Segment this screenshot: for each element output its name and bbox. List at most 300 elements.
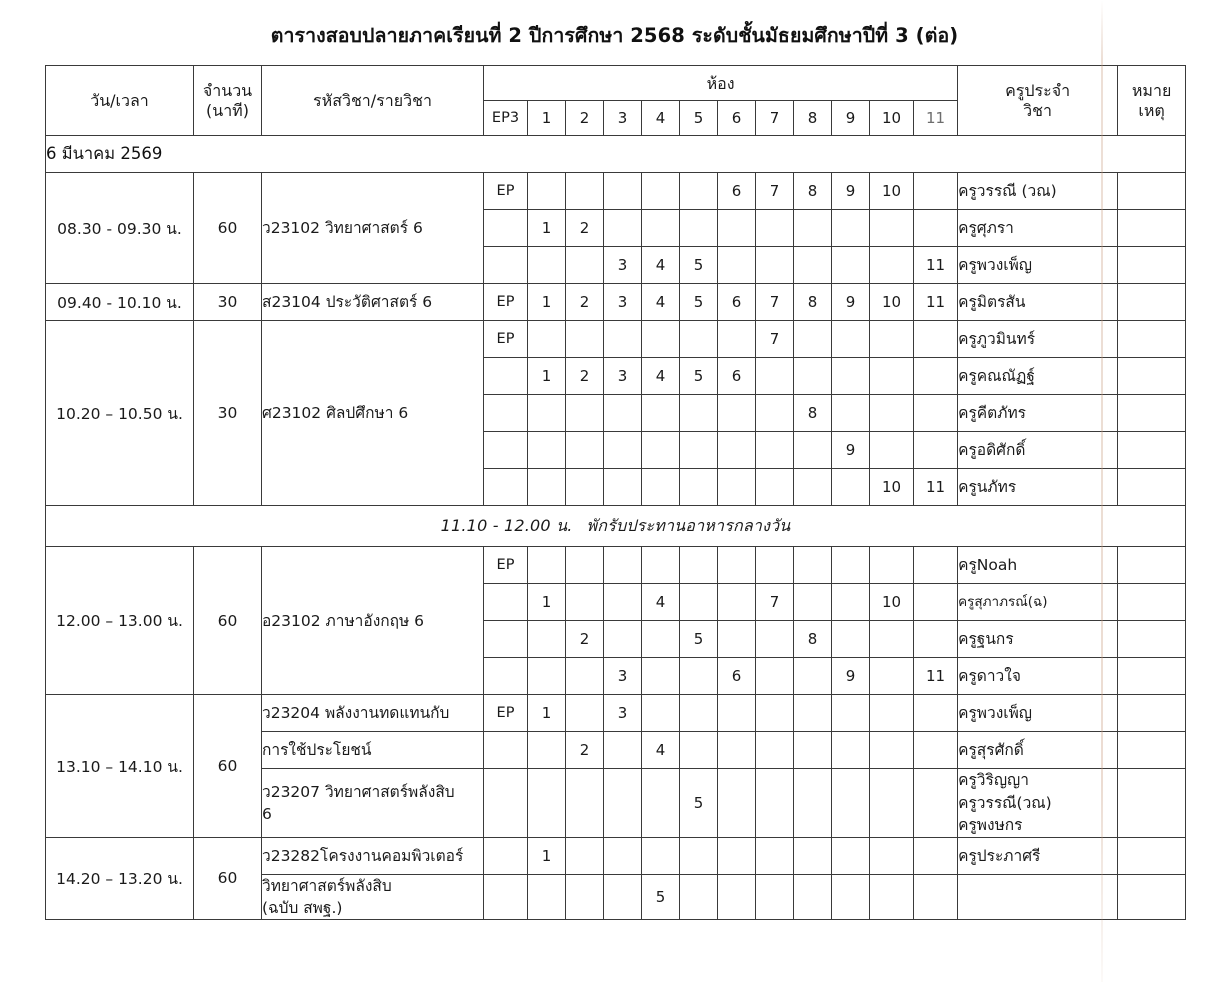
cell-minutes: 60: [194, 837, 262, 919]
cell-room-4: [642, 837, 680, 874]
cell-teacher: ครูพวงเพ็ญ: [958, 247, 1118, 284]
cell-note: [1118, 547, 1186, 584]
cell-minutes: 60: [194, 173, 262, 284]
cell-room-9: [832, 621, 870, 658]
cell-time: 13.10 – 14.10 น.: [46, 695, 194, 837]
cell-room-4: [642, 769, 680, 837]
cell-room-ep3: EP: [484, 321, 528, 358]
cell-room-5: [680, 395, 718, 432]
cell-room-2: [566, 837, 604, 874]
cell-room-6: [718, 769, 756, 837]
cell-room-8: [794, 658, 832, 695]
cell-room-10: [870, 732, 914, 769]
cell-room-2: [566, 584, 604, 621]
header-rooms-group: ห้อง: [484, 66, 958, 101]
cell-room-5: 5: [680, 358, 718, 395]
cell-note: [1118, 173, 1186, 210]
cell-note: [1118, 584, 1186, 621]
cell-room-10: [870, 432, 914, 469]
cell-room-10: [870, 874, 914, 919]
cell-room-6: [718, 621, 756, 658]
cell-room-5: [680, 432, 718, 469]
cell-subject: ศ23102 ศิลปศึกษา 6: [262, 321, 484, 506]
cell-room-11: [914, 732, 958, 769]
cell-room-ep3: [484, 769, 528, 837]
cell-room-5: [680, 173, 718, 210]
cell-note: [1118, 321, 1186, 358]
cell-room-9: [832, 547, 870, 584]
cell-room-10: 10: [870, 469, 914, 506]
cell-room-1: [528, 769, 566, 837]
cell-teacher: ครูสุภาภรณ์(ฉ): [958, 584, 1118, 621]
cell-room-6: [718, 547, 756, 584]
cell-room-6: [718, 874, 756, 919]
cell-room-10: [870, 769, 914, 837]
cell-room-9: 9: [832, 658, 870, 695]
cell-room-5: [680, 732, 718, 769]
cell-room-ep3: [484, 658, 528, 695]
cell-room-7: [756, 547, 794, 584]
cell-room-9: [832, 321, 870, 358]
cell-room-1: 1: [528, 358, 566, 395]
cell-room-11: [914, 395, 958, 432]
cell-room-4: [642, 658, 680, 695]
cell-room-2: [566, 469, 604, 506]
cell-room-4: [642, 432, 680, 469]
cell-teacher: ครูภูวมินทร์: [958, 321, 1118, 358]
table-body: [46, 136, 1186, 919]
cell-room-3: [604, 432, 642, 469]
cell-room-8: 8: [794, 173, 832, 210]
cell-room-6: 6: [718, 658, 756, 695]
cell-room-10: [870, 321, 914, 358]
cell-room-ep3: EP: [484, 173, 528, 210]
cell-room-11: [914, 874, 958, 919]
cell-room-11: [914, 321, 958, 358]
cell-teacher: ครูวิริญญา ครูวรรณี(วณ) ครูพงษกร: [958, 769, 1118, 837]
cell-room-4: [642, 469, 680, 506]
cell-room-10: 10: [870, 173, 914, 210]
cell-teacher: ครูนภัทร: [958, 469, 1118, 506]
cell-subject: อ23102 ภาษาอังกฤษ 6: [262, 547, 484, 695]
cell-room-3: [604, 321, 642, 358]
cell-room-5: [680, 547, 718, 584]
cell-room-3: [604, 547, 642, 584]
schedule-table-wrapper: [45, 65, 1185, 919]
cell-room-1: 1: [528, 584, 566, 621]
cell-room-2: [566, 395, 604, 432]
cell-room-9: [832, 732, 870, 769]
cell-room-4: [642, 395, 680, 432]
cell-room-1: [528, 658, 566, 695]
cell-room-7: [756, 621, 794, 658]
cell-room-8: 8: [794, 621, 832, 658]
cell-room-9: [832, 395, 870, 432]
cell-room-3: [604, 874, 642, 919]
cell-room-2: [566, 874, 604, 919]
lunch-break-time: 11.10 - 12.00 น.: [440, 515, 573, 535]
cell-room-11: [914, 584, 958, 621]
cell-teacher: ครูพวงเพ็ญ: [958, 695, 1118, 732]
cell-room-6: [718, 732, 756, 769]
cell-room-6: 6: [718, 358, 756, 395]
header-room-1: 1: [528, 101, 566, 136]
cell-room-8: [794, 321, 832, 358]
cell-room-ep3: EP: [484, 695, 528, 732]
cell-room-5: [680, 837, 718, 874]
cell-room-2: 2: [566, 732, 604, 769]
cell-room-1: [528, 395, 566, 432]
cell-room-3: 3: [604, 658, 642, 695]
cell-room-9: [832, 769, 870, 837]
cell-room-10: [870, 210, 914, 247]
cell-room-1: [528, 321, 566, 358]
cell-room-6: [718, 395, 756, 432]
header-room-10: 10: [870, 101, 914, 136]
table-row: [46, 695, 1186, 732]
cell-room-11: [914, 837, 958, 874]
cell-note: [1118, 658, 1186, 695]
cell-note: [1118, 837, 1186, 874]
header-teacher: [958, 66, 1118, 136]
cell-room-3: [604, 584, 642, 621]
cell-room-8: 8: [794, 284, 832, 321]
cell-room-6: [718, 695, 756, 732]
cell-teacher: ครูมิตรสัน: [958, 284, 1118, 321]
cell-room-4: [642, 695, 680, 732]
header-teacher-line1: ครูประจำ: [1005, 81, 1071, 101]
cell-room-5: [680, 469, 718, 506]
header-room-9: 9: [832, 101, 870, 136]
cell-room-2: [566, 695, 604, 732]
header-time: วัน/เวลา: [46, 66, 194, 136]
cell-room-10: [870, 695, 914, 732]
cell-room-ep3: [484, 247, 528, 284]
cell-teacher: ครูคณณัฏฐ์: [958, 358, 1118, 395]
cell-room-8: [794, 210, 832, 247]
header-room-7: 7: [756, 101, 794, 136]
cell-room-8: [794, 769, 832, 837]
cell-room-11: [914, 210, 958, 247]
header-minutes: [194, 66, 262, 136]
cell-room-7: [756, 247, 794, 284]
cell-room-4: [642, 210, 680, 247]
cell-subject: ว23102 วิทยาศาสตร์ 6: [262, 173, 484, 284]
cell-room-7: [756, 395, 794, 432]
cell-room-10: [870, 658, 914, 695]
cell-room-11: 11: [914, 247, 958, 284]
table-row: [46, 837, 1186, 874]
cell-minutes: 30: [194, 321, 262, 506]
cell-room-4: 4: [642, 284, 680, 321]
cell-room-4: 4: [642, 247, 680, 284]
cell-room-11: [914, 621, 958, 658]
cell-room-7: [756, 469, 794, 506]
cell-room-10: [870, 358, 914, 395]
cell-room-1: 1: [528, 837, 566, 874]
cell-room-8: [794, 695, 832, 732]
cell-room-1: [528, 547, 566, 584]
cell-subject: ว23282โครงงานคอมพิวเตอร์: [262, 837, 484, 874]
cell-room-9: 9: [832, 284, 870, 321]
cell-room-11: [914, 547, 958, 584]
cell-room-2: 2: [566, 210, 604, 247]
cell-room-10: [870, 621, 914, 658]
cell-room-6: [718, 210, 756, 247]
cell-room-7: [756, 732, 794, 769]
header-note: [1118, 66, 1186, 136]
header-room-2: 2: [566, 101, 604, 136]
cell-room-9: [832, 874, 870, 919]
cell-room-3: 3: [604, 247, 642, 284]
cell-teacher: ครูดาวใจ: [958, 658, 1118, 695]
header-note-line1: หมาย: [1131, 81, 1172, 101]
cell-room-8: [794, 358, 832, 395]
cell-note: [1118, 469, 1186, 506]
cell-room-8: [794, 547, 832, 584]
cell-room-8: [794, 732, 832, 769]
cell-note: [1118, 284, 1186, 321]
cell-room-6: [718, 837, 756, 874]
cell-room-7: [756, 874, 794, 919]
cell-room-5: [680, 658, 718, 695]
lunch-break-label: [46, 506, 1186, 547]
cell-room-4: 4: [642, 584, 680, 621]
cell-room-4: 4: [642, 358, 680, 395]
cell-room-8: [794, 432, 832, 469]
cell-time: 09.40 - 10.10 น.: [46, 284, 194, 321]
cell-note: [1118, 732, 1186, 769]
cell-note: [1118, 432, 1186, 469]
date-band-label: 6 มีนาคม 2569: [46, 136, 1186, 173]
header-room-3: 3: [604, 101, 642, 136]
cell-time: 14.20 – 13.20 น.: [46, 837, 194, 919]
header-minutes-line1: จำนวน: [202, 81, 253, 101]
cell-room-5: 5: [680, 769, 718, 837]
cell-room-9: [832, 695, 870, 732]
cell-room-3: [604, 769, 642, 837]
cell-room-6: [718, 247, 756, 284]
cell-room-7: 7: [756, 584, 794, 621]
cell-room-10: [870, 837, 914, 874]
cell-room-3: [604, 210, 642, 247]
cell-room-11: [914, 769, 958, 837]
cell-teacher: ครูวรรณี (วณ): [958, 173, 1118, 210]
cell-room-1: [528, 173, 566, 210]
cell-room-2: [566, 173, 604, 210]
cell-room-8: [794, 584, 832, 621]
cell-room-7: [756, 695, 794, 732]
cell-room-3: 3: [604, 284, 642, 321]
cell-room-1: 1: [528, 210, 566, 247]
cell-room-2: 2: [566, 284, 604, 321]
cell-room-2: 2: [566, 621, 604, 658]
cell-room-11: [914, 432, 958, 469]
cell-room-4: 5: [642, 874, 680, 919]
page-title: ตารางสอบปลายภาคเรียนที่ 2 ปีการศึกษา 2568 ระดับชั้นมัธยมศึกษาปีที่ 3 (ต่อ): [270, 24, 959, 47]
cell-note: [1118, 769, 1186, 837]
cell-room-11: [914, 173, 958, 210]
cell-room-6: 6: [718, 173, 756, 210]
cell-room-5: [680, 210, 718, 247]
cell-room-ep3: [484, 874, 528, 919]
cell-time: 08.30 - 09.30 น.: [46, 173, 194, 284]
cell-subject: วิทยาศาสตร์พลังสิบ (ฉบับ สพฐ.): [262, 874, 484, 919]
cell-subject: ว23204 พลังงานทดแทนกับ: [262, 695, 484, 732]
cell-room-3: [604, 469, 642, 506]
cell-room-5: [680, 584, 718, 621]
cell-room-11: 11: [914, 284, 958, 321]
cell-room-6: [718, 432, 756, 469]
cell-room-7: [756, 432, 794, 469]
cell-room-7: [756, 210, 794, 247]
cell-room-3: [604, 395, 642, 432]
cell-room-ep3: [484, 837, 528, 874]
cell-room-2: [566, 658, 604, 695]
cell-note: [1118, 358, 1186, 395]
date-band-row: [46, 136, 1186, 173]
cell-room-5: 5: [680, 621, 718, 658]
cell-room-7: [756, 658, 794, 695]
header-room-11: 11: [914, 101, 958, 136]
cell-room-ep3: [484, 469, 528, 506]
cell-room-11: 11: [914, 658, 958, 695]
cell-room-3: 3: [604, 695, 642, 732]
cell-room-10: [870, 547, 914, 584]
table-row: [46, 173, 1186, 210]
cell-room-1: [528, 432, 566, 469]
cell-room-ep3: EP: [484, 547, 528, 584]
cell-teacher: ครูคีตภัทร: [958, 395, 1118, 432]
cell-room-8: [794, 247, 832, 284]
cell-teacher: ครูศุภรา: [958, 210, 1118, 247]
cell-room-1: 1: [528, 284, 566, 321]
cell-room-4: 4: [642, 732, 680, 769]
table-row: [46, 321, 1186, 358]
cell-room-4: [642, 321, 680, 358]
cell-note: [1118, 874, 1186, 919]
cell-note: [1118, 247, 1186, 284]
cell-room-2: 2: [566, 358, 604, 395]
cell-room-3: [604, 837, 642, 874]
cell-subject: ส23104 ประวัติศาสตร์ 6: [262, 284, 484, 321]
cell-room-3: [604, 732, 642, 769]
header-room-5: 5: [680, 101, 718, 136]
cell-room-2: [566, 547, 604, 584]
table-row: [46, 547, 1186, 584]
cell-room-1: [528, 247, 566, 284]
cell-minutes: 60: [194, 695, 262, 837]
cell-room-8: [794, 874, 832, 919]
cell-room-10: [870, 395, 914, 432]
cell-room-9: [832, 469, 870, 506]
cell-room-2: [566, 247, 604, 284]
cell-room-5: 5: [680, 247, 718, 284]
cell-room-8: [794, 837, 832, 874]
cell-room-9: [832, 837, 870, 874]
lunch-break-text: พักรับประทานอาหารกลางวัน: [586, 515, 791, 535]
cell-room-4: [642, 173, 680, 210]
cell-note: [1118, 621, 1186, 658]
cell-minutes: 60: [194, 547, 262, 695]
cell-room-ep3: [484, 358, 528, 395]
cell-room-10: 10: [870, 284, 914, 321]
cell-time: 10.20 – 10.50 น.: [46, 321, 194, 506]
cell-room-3: 3: [604, 358, 642, 395]
cell-room-6: [718, 321, 756, 358]
cell-room-6: [718, 469, 756, 506]
cell-room-5: 5: [680, 284, 718, 321]
cell-room-2: [566, 769, 604, 837]
exam-schedule-table: [45, 65, 1186, 919]
cell-room-9: [832, 358, 870, 395]
cell-room-7: 7: [756, 321, 794, 358]
cell-room-9: [832, 210, 870, 247]
cell-room-10: [870, 247, 914, 284]
cell-minutes: 30: [194, 284, 262, 321]
cell-room-7: 7: [756, 173, 794, 210]
cell-room-1: [528, 874, 566, 919]
header-minutes-line2: (นาที): [206, 100, 249, 120]
cell-teacher: ครูประภาศรี: [958, 837, 1118, 874]
cell-teacher: ครูฐนกร: [958, 621, 1118, 658]
header-teacher-line2: วิชา: [1023, 100, 1052, 120]
cell-room-9: [832, 584, 870, 621]
cell-room-6: 6: [718, 284, 756, 321]
cell-room-ep3: [484, 395, 528, 432]
cell-room-3: [604, 621, 642, 658]
cell-room-ep3: [484, 584, 528, 621]
header-room-ep3: EP3: [484, 101, 528, 136]
cell-room-2: [566, 321, 604, 358]
cell-room-1: 1: [528, 695, 566, 732]
cell-room-11: 11: [914, 469, 958, 506]
cell-teacher: [958, 874, 1118, 919]
cell-room-7: [756, 837, 794, 874]
cell-room-5: [680, 695, 718, 732]
cell-room-10: 10: [870, 584, 914, 621]
cell-room-1: [528, 621, 566, 658]
cell-room-ep3: [484, 210, 528, 247]
cell-room-1: [528, 469, 566, 506]
header-room-6: 6: [718, 101, 756, 136]
cell-room-7: [756, 769, 794, 837]
cell-room-ep3: [484, 621, 528, 658]
cell-room-8: [794, 469, 832, 506]
cell-room-6: [718, 584, 756, 621]
cell-room-8: 8: [794, 395, 832, 432]
cell-room-ep3: [484, 732, 528, 769]
header-room-4: 4: [642, 101, 680, 136]
cell-room-9: 9: [832, 432, 870, 469]
cell-teacher: ครูสุรศักดิ์: [958, 732, 1118, 769]
cell-teacher: ครูNoah: [958, 547, 1118, 584]
cell-subject: ว23207 วิทยาศาสตร์พลังสิบ 6: [262, 769, 484, 837]
cell-room-9: [832, 247, 870, 284]
cell-note: [1118, 395, 1186, 432]
cell-note: [1118, 210, 1186, 247]
cell-room-5: [680, 874, 718, 919]
cell-room-11: [914, 695, 958, 732]
header-room-8: 8: [794, 101, 832, 136]
cell-room-3: [604, 173, 642, 210]
cell-room-11: [914, 358, 958, 395]
header-subject: รหัสวิชา/รายวิชา: [262, 66, 484, 136]
header-note-line2: เหตุ: [1138, 100, 1165, 120]
cell-note: [1118, 695, 1186, 732]
cell-time: 12.00 – 13.00 น.: [46, 547, 194, 695]
table-row: [46, 284, 1186, 321]
